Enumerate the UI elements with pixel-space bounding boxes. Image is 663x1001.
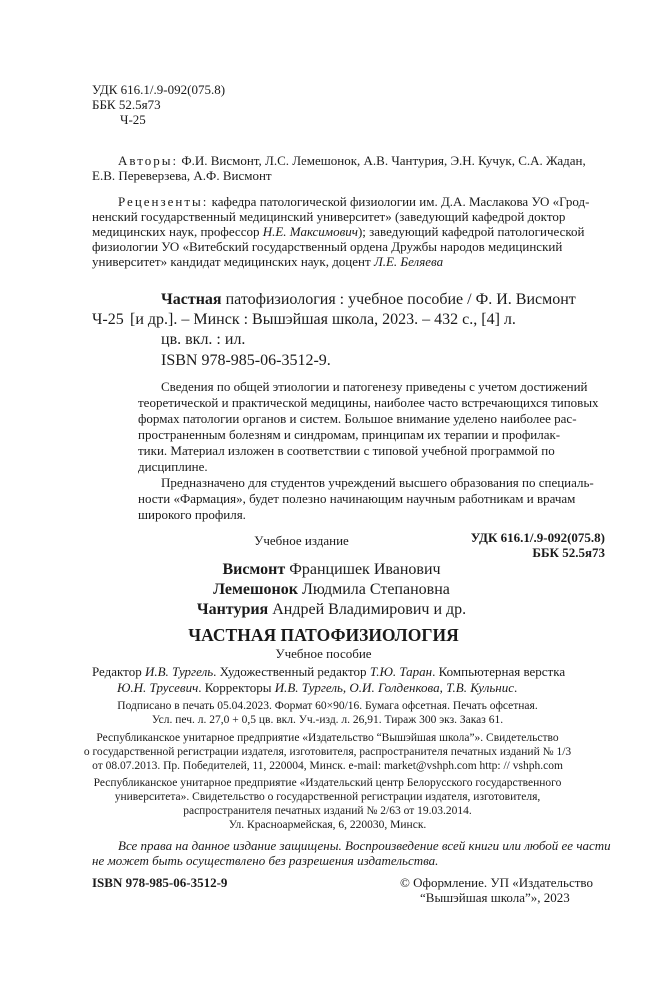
udk-right: УДК 616.1/.9-092(075.8) [470,530,605,545]
author-name-1: Висмонт Францишек Иванович [222,561,441,578]
footer-copyright-line-2: “Вышэйшая школа”», 2023 [420,890,570,905]
publisher-line-2: о государственной регистрации издателя, изготовителя, распространителя печатных изданий № 1/3 [83,746,572,758]
abstract-line-9: широкого профиля. [138,507,246,522]
editors-line-2: Ю.Н. Трусевич. Корректоры И.В. Тургель, О.И. Голденкова, Т.В. Кульнис. [117,680,518,695]
authors-line-1 [118,153,586,169]
catalog-title-bold: Частная [161,291,222,308]
catalog-line-3: цв. вкл. : ил. [161,331,246,348]
book-subtitle: Учебное пособие [275,646,372,661]
printer-line-2: университета». Свидетельство о государственной регистрации издателя, изготовителя, [114,791,541,803]
author-name-2: Лемешонок Людмила Степановна [213,581,450,598]
abstract-line-8: ности «Фармация», будет полезно начинающим научным работникам и врачам [138,491,576,506]
publisher-line-1: Республиканское унитарное предприятие «Издательство “Вышэйшая школа”». Свидетельство [96,732,559,744]
reviewers-line-1: Рецензенты: кафедра патологической физиологии им. Д.А. Маслакова УО «Грод- [118,194,590,209]
print-info-line-1: Подписано в печать 05.04.2023. Формат 60×90/16. Бумага офсетная. Печать офсетная. [117,700,538,712]
footer-isbn: ISBN 978-985-06-3512-9 [92,875,228,890]
reviewer-name-1: Н.Е. Максимович [262,224,358,239]
catalog-isbn: ISBN 978-985-06-3512-9. [161,352,331,369]
edition-label: Учебное издание [254,533,349,548]
reviewers-line-4: физиологии УО «Витебский государственный ордена Дружбы народов медицинский [92,239,563,254]
catalog-title-line: Частная патофизиология : учебное пособие / Ф. И. Висмонт [161,291,576,308]
publisher-line-3: от 08.07.2013. Пр. Победителей, 11, 220004, Минск. e-mail: market@vshph.com http: // vshph.com [92,760,563,772]
authors-line-2: Е.В. Переверзева, А.Ф. Висмонт [92,168,272,183]
abstract-line-6: дисциплине. [138,459,208,474]
footer-copyright-line-1: © Оформление. УП «Издательство [400,875,593,890]
reviewers-label: Рецензенты: [118,194,209,209]
abstract-line-1: Сведения по общей этиологии и патогенезу приведены с учетом достижений [161,379,588,394]
abstract-line-4: пространенным болезням и синдромам, принципам их терапии и профилак- [138,427,561,442]
authors-text: Ф.И. Висмонт, Л.С. Лемешонок, А.В. Чантурия, Э.Н. Кучук, С.А. Жадан, [181,153,586,168]
abstract-line-7: Предназначено для студентов учреждений высшего образования по специаль- [161,475,594,490]
catalog-code: Ч-25 [92,311,124,328]
reviewers-line-2: ненский государственный медицинский университет» (заведующий кафедрой доктор [92,209,566,224]
print-info-line-2: Усл. печ. л. 27,0 + 0,5 цв. вкл. Уч.-изд. л. 26,91. Тираж 300 экз. Заказ 61. [151,714,504,726]
author-name-3: Чантурия Андрей Владимирович и др. [196,601,467,618]
rights-line-1: Все права на данное издание защищены. Воспроизведение всей книги или любой ее части [118,838,611,853]
reviewers-line-3: медицинских наук, профессор Н.Е. Максимович); заведующий кафедрой патологической [92,224,585,239]
reviewers-line-5: университет» кандидат медицинских наук, доцент Л.Е. Беляева [92,254,444,269]
author-mark-code: Ч-25 [120,112,146,127]
udk-code: УДК 616.1/.9-092(075.8) [92,82,226,97]
abstract-line-5: тики. Материал изложен в соответствии с типовой учебной программой по [138,443,555,458]
printer-line-4: Ул. Красноармейская, 6, 220030, Минск. [228,819,427,831]
abstract-line-2: теоретической и практической медицины, наиболее часто встречающихся типовых [138,395,599,410]
reviewer-name-2: Л.Е. Беляева [373,254,444,269]
bbk-right: ББК 52.5я73 [532,545,605,560]
bbk-code: ББК 52.5я73 [92,97,161,112]
rights-line-2: не может быть осуществлено без разрешения издательства. [92,853,439,868]
editors-line-1: Редактор И.В. Тургель. Художественный редактор Т.Ю. Таран. Компьютерная верстка [92,664,566,679]
book-title: ЧАСТНАЯ ПАТОФИЗИОЛОГИЯ [188,625,459,645]
abstract-line-3: формах патологии органов и систем. Большое внимание уделено наиболее рас- [138,411,577,426]
catalog-line-2: [и др.]. – Минск : Вышэйшая школа, 2023. – 432 с., [4] л. [130,311,516,328]
authors-label: Авторы: [118,153,179,168]
printer-line-1: Республиканское унитарное предприятие «Издательский центр Белорусского государственного [93,777,562,789]
printer-line-3: распространителя печатных изданий № 2/63 от 19.03.2014. [183,805,472,817]
